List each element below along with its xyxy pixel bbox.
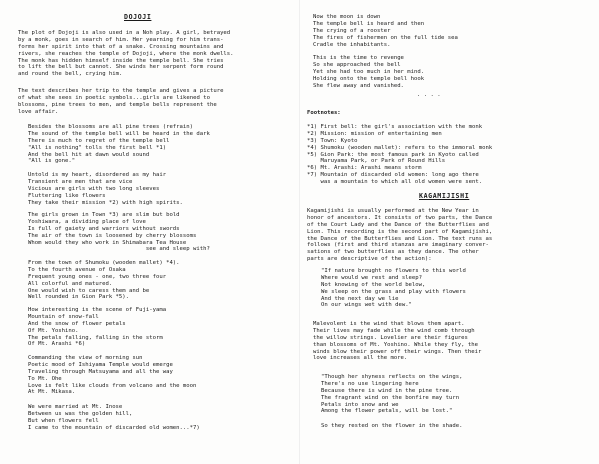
text-line: The text describes her trip to the temple and gives a picture <box>18 88 224 94</box>
text-line: How interesting is the scene of Fuji-yama <box>28 307 167 313</box>
text-line: The fragrant wind on the bonfire may turn <box>321 394 460 401</box>
text-line: love affair. <box>18 108 59 115</box>
text-line: The plot of Dojoji is also used in a Noh play. A girl, betrayed <box>18 30 231 36</box>
text-line: Whom would they who work in Shimabara Tea House <box>28 239 187 246</box>
text-line: to lift the bell but cannot. She winds her serpent form round <box>18 64 224 71</box>
text-line: I came to the mountain of discarded old women...*7) <box>28 424 200 431</box>
text-line: winds blow their power off their wings. Then their <box>313 348 482 355</box>
text-line: Not knowing of the world below, <box>321 281 426 288</box>
text-line: Poetic mood of Ishiyama Temple would emerge <box>28 361 173 368</box>
text-line: Now the moon is down <box>313 14 381 20</box>
text-line: follows (first and third stanzas are imaginary conver- <box>307 242 489 249</box>
text-line: Where would we rest and sleep? <box>321 274 423 281</box>
text-line: And the next day we lie <box>321 295 399 302</box>
text-line: The petals falling, falling in the storm <box>28 334 163 341</box>
butterfly-stanza-1 <box>321 268 466 309</box>
text-line: Mountain of snow-fall <box>28 313 99 320</box>
text-line: parts are descriptive of the action): <box>307 256 432 263</box>
text-line: *7) Mountain of discarded old women: long ago there <box>307 172 479 179</box>
text-line: *6) Mt. Arashi: Arashi means storm <box>307 165 422 172</box>
text-line: Yet she had too much in her mind. <box>313 68 425 75</box>
stanza-2 <box>28 172 183 206</box>
text-line: One would wish to caress them and be <box>28 287 150 294</box>
text-line: *4) Shumoku (wooden mallet): refers to the immoral monk <box>307 144 493 151</box>
text-line: Frequent young ones - one, two three four <box>28 273 167 280</box>
text-line: To the fourth avenue of Osaka <box>28 266 126 273</box>
text-line: Untold is my heart, disordered as my hair <box>28 172 167 178</box>
text-line: by a monk, goes in search of him. Her yearning for him trans- <box>18 36 224 43</box>
text-line: "All is nothing" tolls the first bell *1) <box>28 144 167 151</box>
stanza-1 <box>28 124 210 165</box>
text-line: "If nature brought no flowers to this world <box>321 268 466 274</box>
text-line: was a mountain to which all old women were sent. <box>307 179 483 186</box>
text-line: So she approached the bell <box>313 61 401 68</box>
stanza-9 <box>313 55 424 89</box>
stanza-5 <box>28 307 166 348</box>
text-line: Well rounded in Gion Park *5). <box>28 294 130 301</box>
text-line: There is much to regret of the temple bell <box>28 137 170 144</box>
text-line: Traveling through Matsuyama and all the way <box>28 368 173 375</box>
text-line: The crying of a rooster <box>313 27 391 34</box>
text-line: Of Mt. Yoshino. <box>28 327 79 334</box>
text-line: sations of two butterflies as they dance. The other <box>307 249 479 256</box>
text-line: *5) Gion Park: the most famous park in Kyoto called <box>307 151 479 158</box>
text-line: Transient are men that are vice <box>28 178 133 185</box>
text-line: blossoms, pine trees to men, and temple bells represent the <box>18 101 217 108</box>
text-line: The monk has hidden himself inside the temple bell. She tries <box>18 57 224 64</box>
text-line: We were married at Mt. Inose <box>28 404 123 410</box>
text-line: Maruyama Park, or Park of Round Hills <box>307 158 446 165</box>
stanza-4 <box>28 260 180 301</box>
text-line: Fluttering like flowers <box>28 192 106 199</box>
text-line: They take their mission *2) with high spirits. <box>28 199 183 206</box>
text-line: Commanding the view of morning sun <box>28 355 143 361</box>
text-line: the Dance of the Butterflies and Lion. The text runs as <box>307 235 493 242</box>
text-line: And the snow of flower petals <box>28 320 126 327</box>
text-line: The temple bell is heard and then <box>313 20 425 27</box>
text-line: Yoshiwara, a dividing place of love <box>28 218 146 225</box>
text-line: To Mt. Ohe <box>28 375 62 382</box>
text-line: forms her spirit into that of a snake. Crossing mountains and <box>18 43 224 50</box>
text-line: The fires of fishermen on the full tide sea <box>313 34 458 41</box>
dojoji-description <box>18 88 223 116</box>
dojoji-intro <box>18 30 234 78</box>
text-line: Malevolent is the wind that blows them apart. <box>313 321 465 327</box>
text-line: the willow strings. Lovelier are their figures <box>313 334 468 341</box>
text-line: The air of the town is loosened by cherry blossoms <box>28 232 197 239</box>
text-line: From the town of Shumoku (wooden mallet) *4). <box>28 260 180 266</box>
text-line: The girls grown in Town *3) are slim but bold <box>28 212 180 218</box>
text-line: honor of ancestors. It consists of two parts, the Dance <box>307 214 493 221</box>
stanza-7 <box>28 404 200 432</box>
text-line: Love is felt like clouds from volcano and the moon <box>28 382 197 389</box>
text-line: And the bell hit at dawn would sound <box>28 151 150 158</box>
text-line: Because there is wind in the pine tree. <box>321 387 453 394</box>
text-line: This is the time to revenge <box>313 55 404 61</box>
text-line: Is full of gaiety and warriors without swords <box>28 225 180 232</box>
text-line: Petals into snow and we <box>321 401 399 408</box>
text-line: see and sleep with? <box>28 246 210 253</box>
butterfly-stanza-2 <box>321 374 462 415</box>
footnotes-list <box>307 124 492 186</box>
text-line: "All is gone." <box>28 158 76 165</box>
page-fold <box>299 0 300 464</box>
text-line: Holding onto the temple bell hook <box>313 75 425 82</box>
text-line: "Though her shyness reflects on the wings, <box>321 374 463 380</box>
text-line: But when flowers fell <box>28 417 99 424</box>
malevolent-wind-paragraph <box>313 321 481 362</box>
text-line: Between us was the golden hill, <box>28 410 133 417</box>
text-line: rivers, she reaches the temple of Dojoji, where the monk dwells. <box>18 50 234 57</box>
text-line: Kagamijishi is usually performed at the New Year in <box>307 208 479 214</box>
text-line: On our wings wet with dew." <box>321 302 412 309</box>
closing-line: So they rested on the flower in the shade. <box>321 423 463 429</box>
text-line: Their lives may fade while the wind comb through <box>313 327 475 334</box>
text-line: We sleep on the grass and play with flowers <box>321 288 466 295</box>
stanza-6 <box>28 355 196 396</box>
stanza-8 <box>313 14 458 48</box>
text-line: Among the flower petals, will be lost." <box>321 408 453 415</box>
text-line: of the Court Lady and the Dance of the Butterflies and <box>307 221 489 228</box>
text-line: *1) First bell: the girl's association with the monk <box>307 124 483 130</box>
footnotes-title: Footnotes: <box>307 110 341 116</box>
text-line: *3) Town: Kyoto <box>307 137 358 144</box>
text-line: Vicious are girls with two long sleeves <box>28 185 160 192</box>
section-dots: . . . . <box>417 92 441 98</box>
text-line: love increases all the more. <box>313 355 408 362</box>
text-line: There's no use lingering here <box>321 380 419 387</box>
text-line: All colorful and matured. <box>28 280 113 287</box>
text-line: Lion. This recording is the second part of Kagamijishi, <box>307 228 493 235</box>
text-line: of what she sees in poetic symbols...girls are likened to <box>18 94 210 101</box>
text-line: *2) Mission: mission of entertaining men <box>307 130 442 137</box>
text-line: Besides the blossoms are all pine trees (refrain) <box>28 124 194 130</box>
text-line: Of Mt. Arashi *6) <box>28 341 86 348</box>
text-line: At Mt. Mikasa. <box>28 389 76 396</box>
text-line: The sound of the temple bell will be heard in the dark <box>28 130 210 137</box>
kagamijishi-intro <box>307 208 492 263</box>
text-line: She flew away and vanished. <box>313 82 404 89</box>
kagamijishi-title: KAGAMIJISHI <box>419 192 470 200</box>
stanza-3 <box>28 212 210 253</box>
text-line: than blossoms of Mt. Yoshino. While they fly, the <box>313 341 479 348</box>
text-line: and round the bell, crying him. <box>18 71 123 78</box>
text-line: Cradle the inhabitants. <box>313 41 391 48</box>
dojoji-title: DOJOJI <box>124 13 152 21</box>
